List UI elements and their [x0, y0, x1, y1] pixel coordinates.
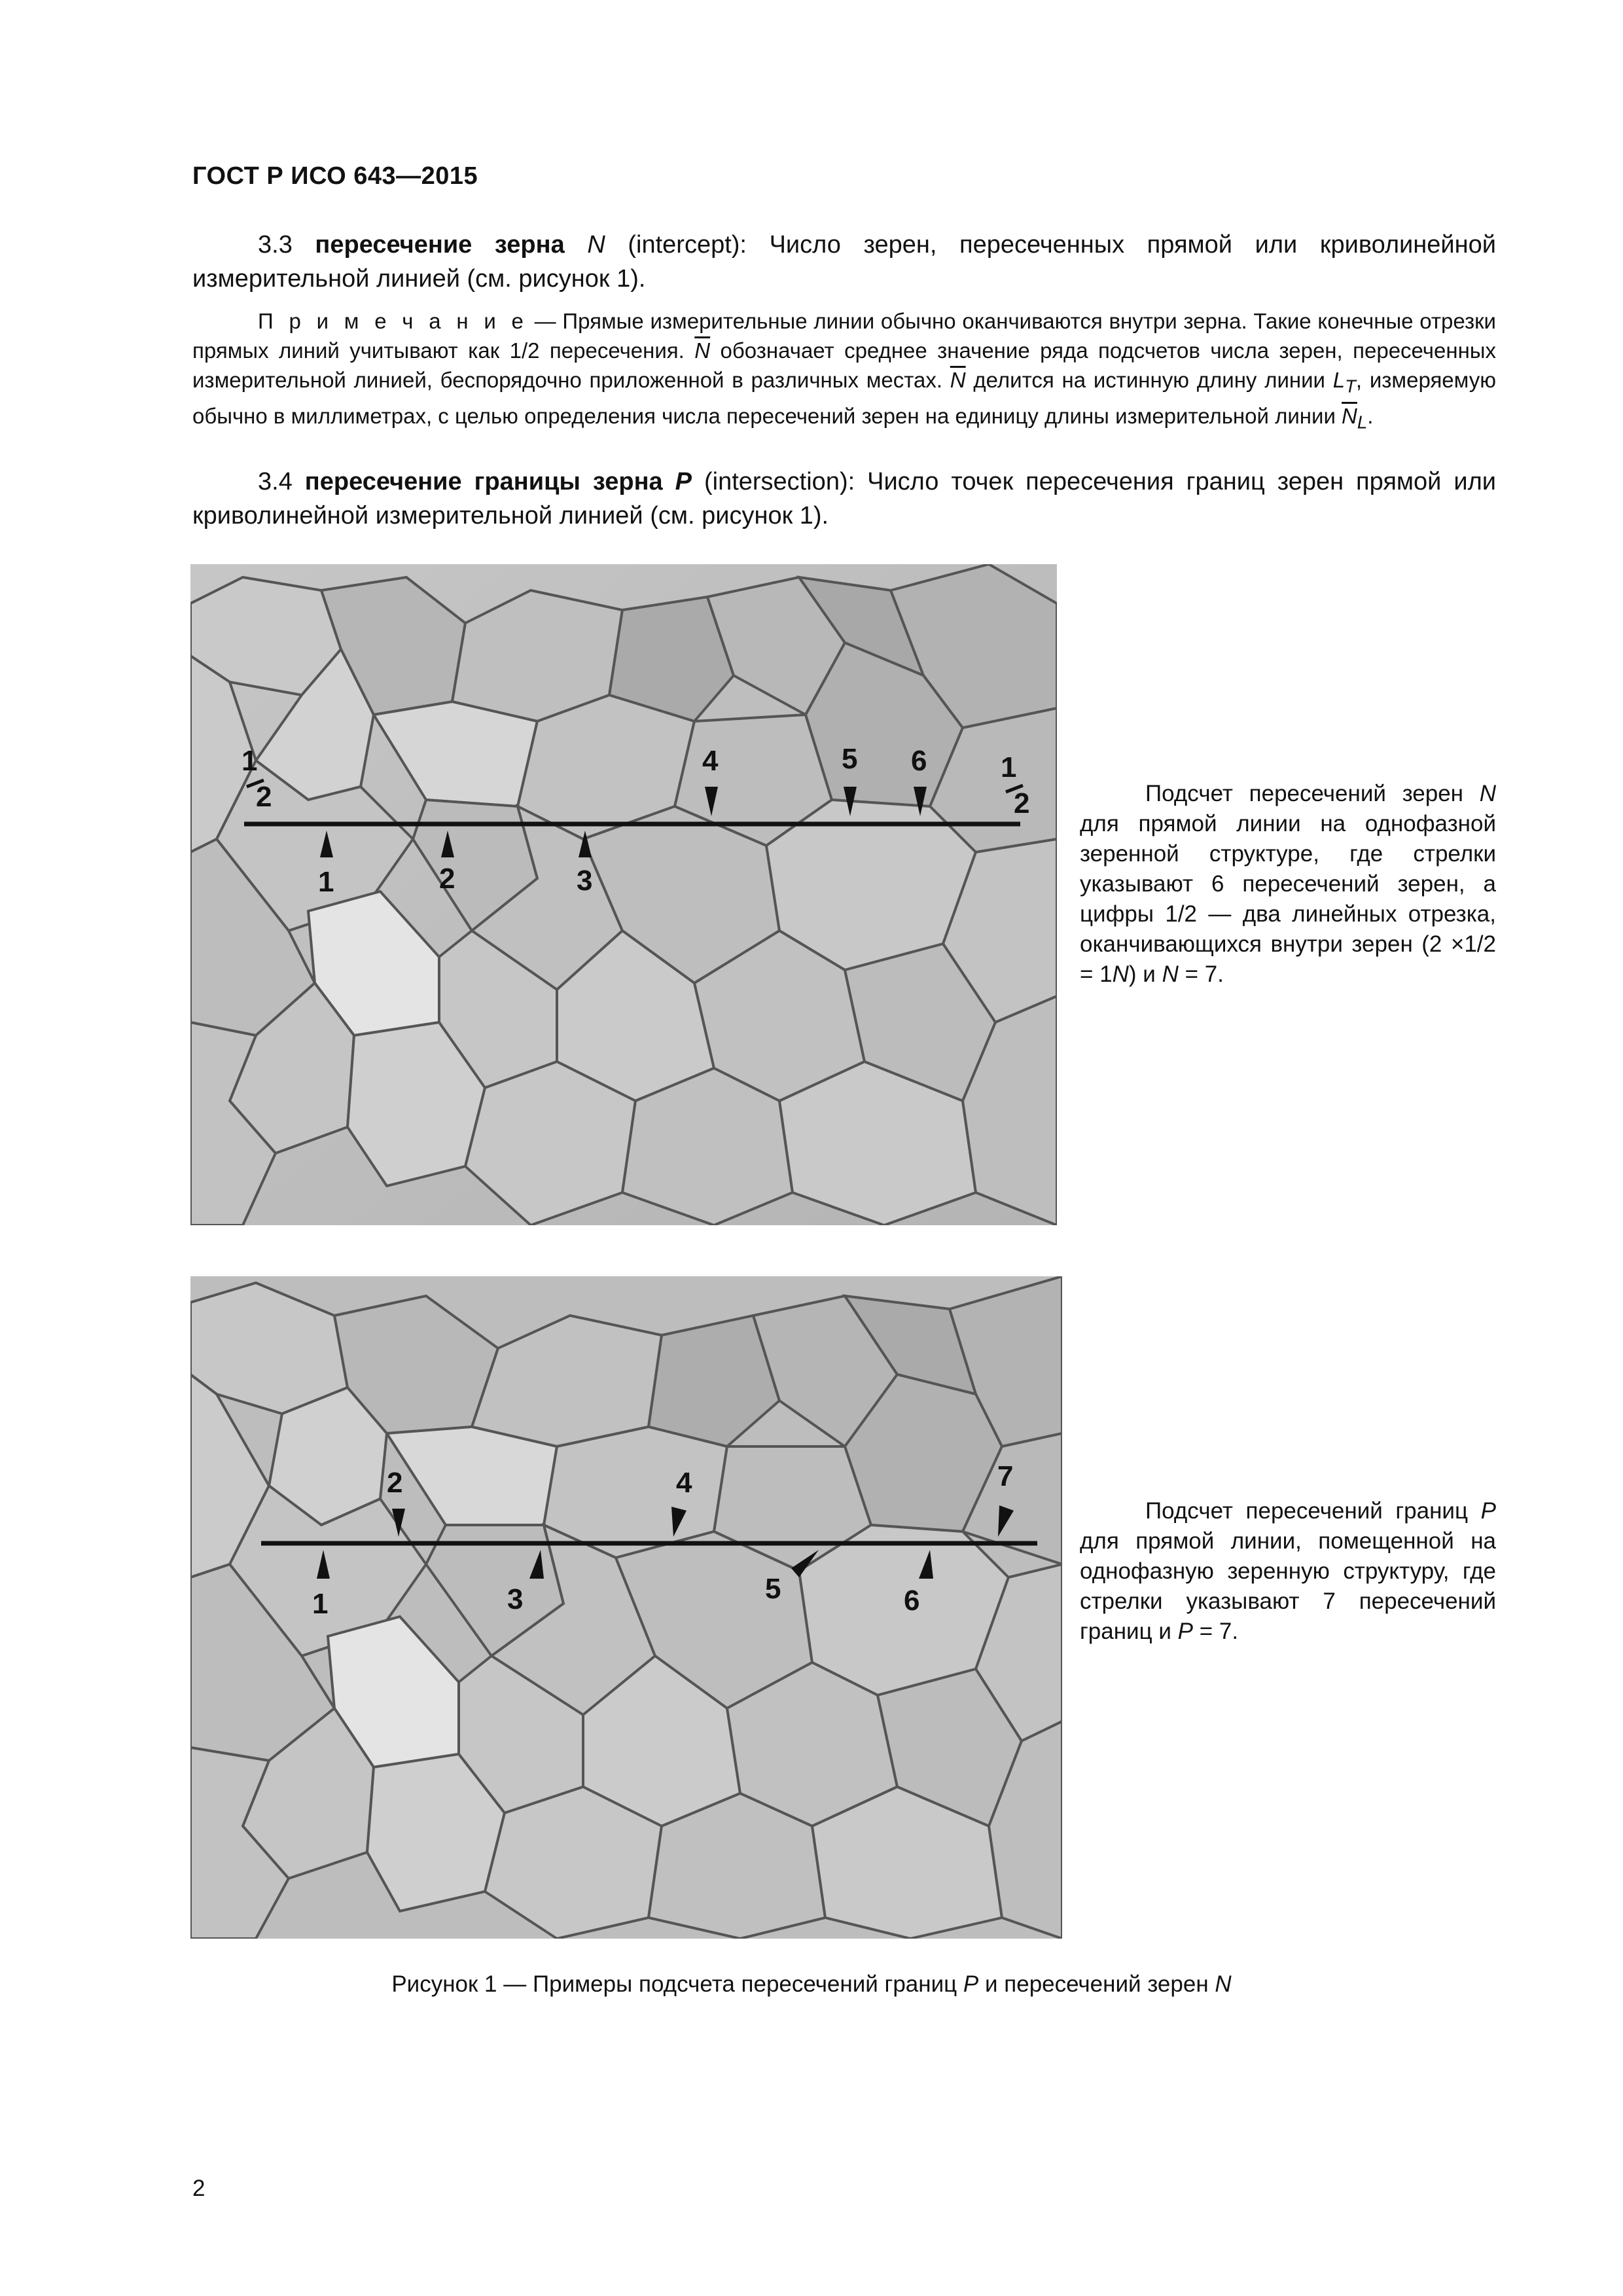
label-7: 7: [997, 1460, 1014, 1492]
caption-text: для прямой линии, помещенной на однофазную зеренную структуру, где стрелки указывают 7 пересечений границ и: [1080, 1528, 1496, 1644]
label-1: 1: [312, 1588, 329, 1620]
section-number: 3.3: [258, 231, 293, 259]
definition: Число точек пересечения границ зерен прямой или криволинейной измерительной линией (см. рисунок 1).: [192, 468, 1496, 529]
micrograph-boundary-intersections: [190, 1276, 1062, 1939]
caption-top: [1080, 779, 1496, 990]
english-term: (intercept):: [628, 231, 747, 259]
symbol-n: N: [1479, 781, 1496, 806]
label-6: 6: [904, 1585, 920, 1617]
section-3-3: [192, 228, 1496, 296]
note-paragraph: [192, 306, 1496, 437]
caption-text: = 7.: [1199, 1619, 1239, 1644]
lt-symbol: L: [1332, 368, 1346, 392]
label-5: 5: [765, 1573, 781, 1605]
label-half-left-top: 1: [241, 745, 258, 777]
n-bar: $\overline{N}$: [950, 368, 966, 392]
figure-caption: [0, 1971, 1623, 1998]
caption-bottom: [1080, 1496, 1496, 1647]
symbol-n: N: [1215, 1971, 1232, 1997]
label-half-right-bottom: 2: [1014, 787, 1030, 819]
caption-text: = 7.: [1185, 961, 1224, 987]
caption-text: Подсчет пересечений границ: [1145, 1498, 1469, 1524]
symbol: P: [675, 468, 692, 495]
micrograph-grain-intercepts: [190, 564, 1057, 1225]
label-3: 3: [577, 865, 593, 897]
caption-text: ) и: [1128, 961, 1156, 987]
label-4: 4: [702, 745, 719, 777]
label-6: 6: [911, 745, 927, 777]
note-dash: —: [527, 309, 563, 333]
symbol-n: N: [1112, 961, 1129, 987]
lt-subscript: T: [1345, 376, 1356, 397]
label-half-left-bottom: 2: [256, 781, 272, 813]
nl-subscript: L: [1357, 412, 1368, 433]
note-text: делится на истинную длину линии: [973, 368, 1325, 392]
page-number: 2: [192, 2176, 205, 2201]
term: пересечение границы зерна: [304, 468, 663, 495]
caption-text: для прямой линии на однофазной зеренной структуре, где стрелки указывают 6 пересечений зерен, а цифры 1/2 — два линейных отрезка, оканчивающихся внутри зерен (2 ×1/2 = 1: [1080, 811, 1496, 987]
symbol-p: P: [963, 1971, 979, 1997]
note-end: .: [1367, 403, 1374, 428]
english-term: (intersection):: [704, 468, 855, 495]
nl-symbol: $\overline{N}$: [1342, 403, 1357, 428]
symbol-p: P: [1480, 1498, 1496, 1524]
note-text: Прямые измерительные линии обычно оканчиваются внутри зерна. Такие конечные отрезки прямых линий учитывают как 1/2 пересечения.: [192, 309, 1496, 363]
section-number: 3.4: [258, 468, 293, 495]
label-half-right-top: 1: [1001, 751, 1017, 783]
label-3: 3: [507, 1583, 524, 1615]
document-header: ГОСТ Р ИСО 643—2015: [192, 162, 478, 190]
definition: Число зерен, пересеченных прямой или криволинейной измерительной линией (см. рисунок 1).: [192, 231, 1496, 293]
label-1: 1: [318, 866, 334, 898]
figure-caption-text: и пересечений зерен: [985, 1971, 1209, 1997]
figure-caption-text: Рисунок 1 — Примеры подсчета пересечений границ: [391, 1971, 957, 1997]
label-4: 4: [676, 1467, 692, 1499]
label-5: 5: [842, 743, 858, 775]
caption-text: Подсчет пересечений зерен: [1145, 781, 1464, 806]
note-text: обозначает среднее значение ряда подсчетов числа зерен, пересеченных измерительной линией, беспорядочно приложенной в различных местах.: [192, 338, 1497, 392]
note-label: П р и м е ч а н и е: [258, 309, 528, 333]
n-bar: $\overline{N}$: [694, 338, 711, 363]
note-text: , измеряемую обычно в миллиметрах, с целью определения числа пересечений зерен на единицу длины измерительной линии: [192, 368, 1496, 428]
symbol: N: [587, 231, 605, 259]
term: пересечение зерна: [315, 231, 565, 259]
label-2: 2: [387, 1467, 403, 1499]
symbol-n: N: [1162, 961, 1179, 987]
section-3-4: [192, 465, 1496, 533]
label-2: 2: [439, 863, 455, 895]
symbol-p: P: [1177, 1619, 1193, 1644]
